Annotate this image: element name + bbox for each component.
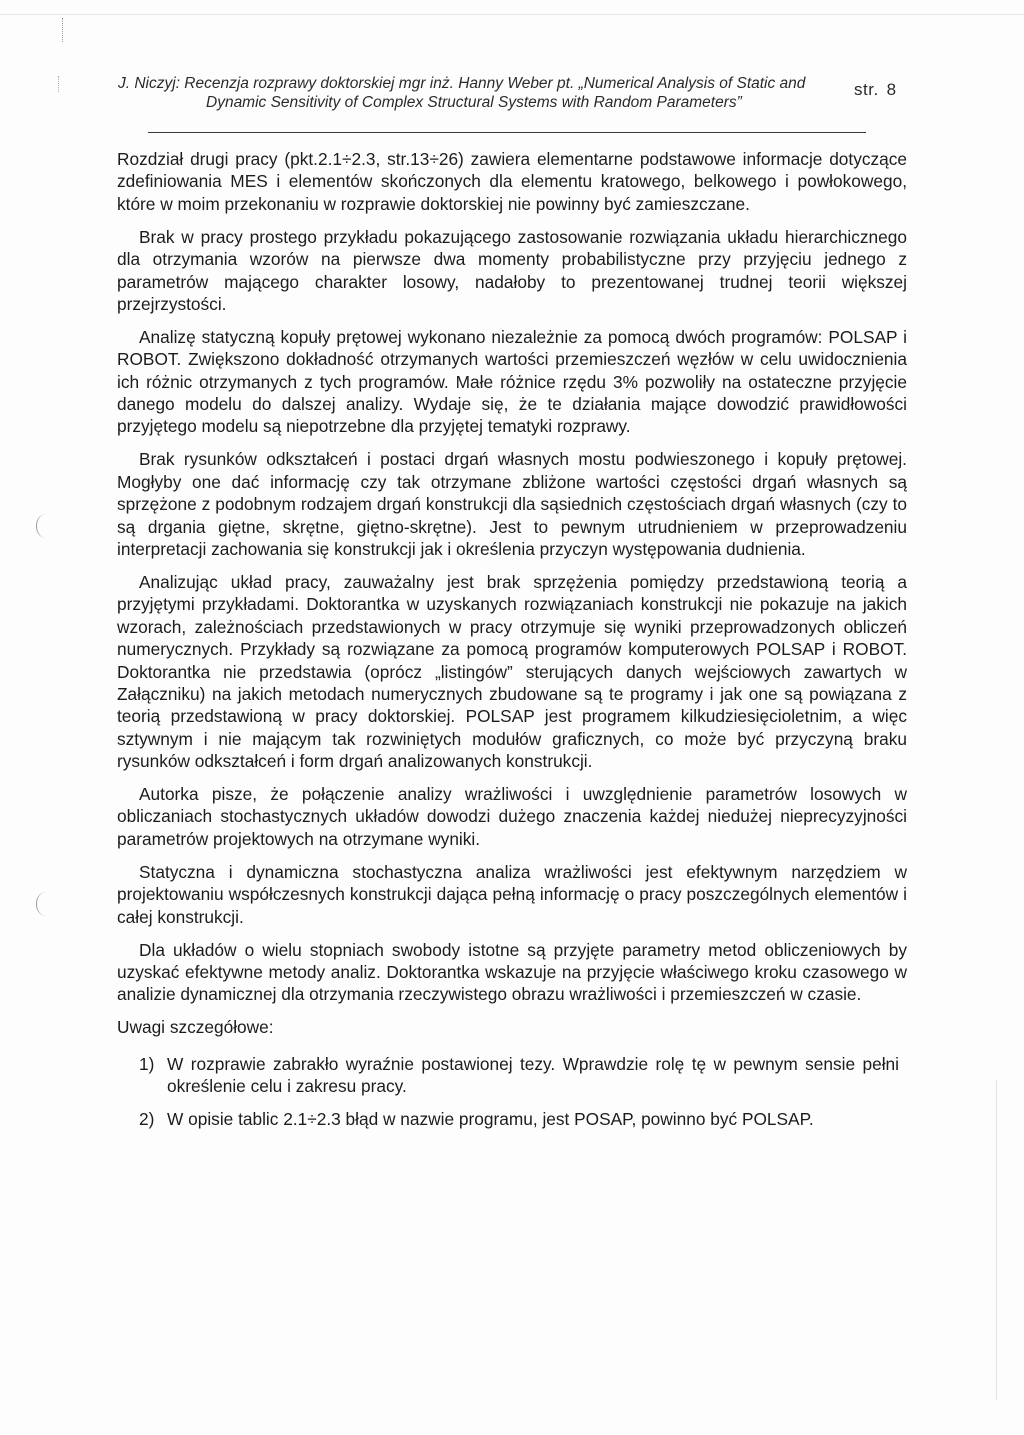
page-number (854, 80, 897, 100)
list-item-text: W rozprawie zabrakło wyraźnie postawionej tezy. Wprawdzie rolę tę w pewnym sensie pełni określenie celu i zakresu pracy. (167, 1053, 899, 1097)
list-item (117, 1108, 907, 1130)
remarks-heading: Uwagi szczegółowe: (117, 1017, 274, 1038)
paragraph: Brak rysunków odkształceń i postaci drgań własnych mostu podwieszonego i kopuły prętowej. Mogłyby one dać informację czy tak otrzymane zbliżone wartości częstości drgań własnych są sprzężone z podobnym rodzajem drgań konstrukcji dla sąsiednich częstościach drgań własnych (czy to są drgania giętne, skrętne, giętno-skrętne). Jest to pewnym utrudnieniem w przeprowadzeniu interpretacji zachowania się konstrukcji jak i określenia przyczyn występowania dudnienia. (117, 449, 907, 559)
list-item (117, 1053, 907, 1098)
paragraph: Autorka pisze, że połączenie analizy wrażliwości i uwzględnienie parametrów losowych w obliczaniach stochastycznych układów dowodzi dużego znaczenia każdej niedużej nieprecyzyjności parametrów projektowych na otrzymane wyniki. (117, 784, 907, 849)
paragraph: Rozdział drugi pracy (pkt.2.1÷2.3, str.13÷26) zawiera elementarne podstawowe informacje dotyczące zdefiniowania MES i elementów skończonych dla elementu kratowego, belkowego i powłokowego, które w moim przekonaniu w rozprawie doktorskiej nie powinny być zamieszczane. (117, 149, 907, 214)
scan-edge-top (0, 14, 1024, 15)
page-number-value: 8 (886, 80, 897, 99)
scan-edge-right (996, 1080, 997, 1400)
list-item-number: 2) (139, 1108, 155, 1129)
header-divider (148, 132, 866, 133)
page-number-label: str. (854, 80, 879, 99)
running-header (118, 74, 918, 112)
paragraph: Analizę statyczną kopuły prętowej wykonano niezależnie za pomocą dwóch programów: POLSAP i ROBOT. Zwiększono dokładność otrzymanych wartości przemieszczeń węzłów w celu uwidocznienia ich różnic otrzymanych z tych programów. Małe różnice rzędu 3% pozwoliły na ostateczne przyjęcie danego modelu do dalszej analizy. Wydaje się, że te działania mające dowodzić prawidłowości przyjętego modelu są niepotrzebne dla przyjętej tematyki rozprawy. (117, 326, 907, 437)
scan-artifact-mark (58, 76, 62, 92)
paragraph: Statyczna i dynamiczna stochastyczna analiza wrażliwości jest efektywnym narzędziem w projektowaniu współczesnych konstrukcji dająca pełną informację o pracy poszczególnych elementów i całej konstrukcji. (117, 861, 907, 927)
remarks-list (117, 1053, 907, 1131)
review-body (117, 148, 907, 1141)
punch-hole-icon (36, 514, 55, 538)
paragraph: Brak w pracy prostego przykładu pokazującego zastosowanie rozwiązania układu hierarchicznego dla otrzymania wzorów na pierwsze dwa momenty probabilistyczne przy przyjęciu jednego z parametrów mającego charakter losowy, nadałoby to prezentowanej trudnej teorii większej przejrzystości. (117, 226, 907, 314)
header-line-2: Dynamic Sensitivity of Complex Structural Systems with Random Parameters” (206, 94, 742, 111)
list-item-number: 1) (139, 1053, 155, 1074)
scan-artifact-mark (62, 18, 67, 42)
punch-hole-icon (36, 892, 55, 916)
paragraph: Analizując układ pracy, zauważalny jest brak sprzężenia pomiędzy przedstawioną teorią a przyjętymi przykładami. Doktorantka w uzyskanych rozwiązaniach konstrukcji nie pokazuje na jakich wzorach, zależnościach przedstawionych w pracy otrzymuje się wyniki przeprowadzonych obliczeń numerycznych. Przykłady są rozwiązane za pomocą programów komputerowych POLSAP i ROBOT. Doktorantka nie przedstawia (oprócz „listingów” sterujących danych wejściowych zawartych w Załączniku) na jakich metodach numerycznych zbudowane są te programy i jak one są powiązana z teorią przedstawioną w pracy doktorskiej. POLSAP jest programem kilkudziesięcioletnim, a więc sztywnym i nie mającym tak rozwiniętych modułów graficznych, co może być przyczyną braku rysunków odkształceń i form drgań analizowanych konstrukcji. (117, 571, 907, 772)
list-item-text: W opisie tablic 2.1÷2.3 błąd w nazwie programu, jest POSAP, powinno być POLSAP. (167, 1108, 814, 1129)
header-line-1: J. Niczyj: Recenzja rozprawy doktorskiej mgr inż. Hanny Weber pt. „Numerical Analysis of Static and (118, 75, 806, 92)
paragraph: Dla układów o wielu stopniach swobody istotne są przyjęte parametry metod obliczeniowych by uzyskać efektywne metody analiz. Doktorantka wskazuje na przyjęcie właściwego kroku czasowego w analizie dynamicznej dla otrzymania rzeczywistego obrazu wrażliwości i przemieszczeń w czasie. (117, 939, 907, 1005)
